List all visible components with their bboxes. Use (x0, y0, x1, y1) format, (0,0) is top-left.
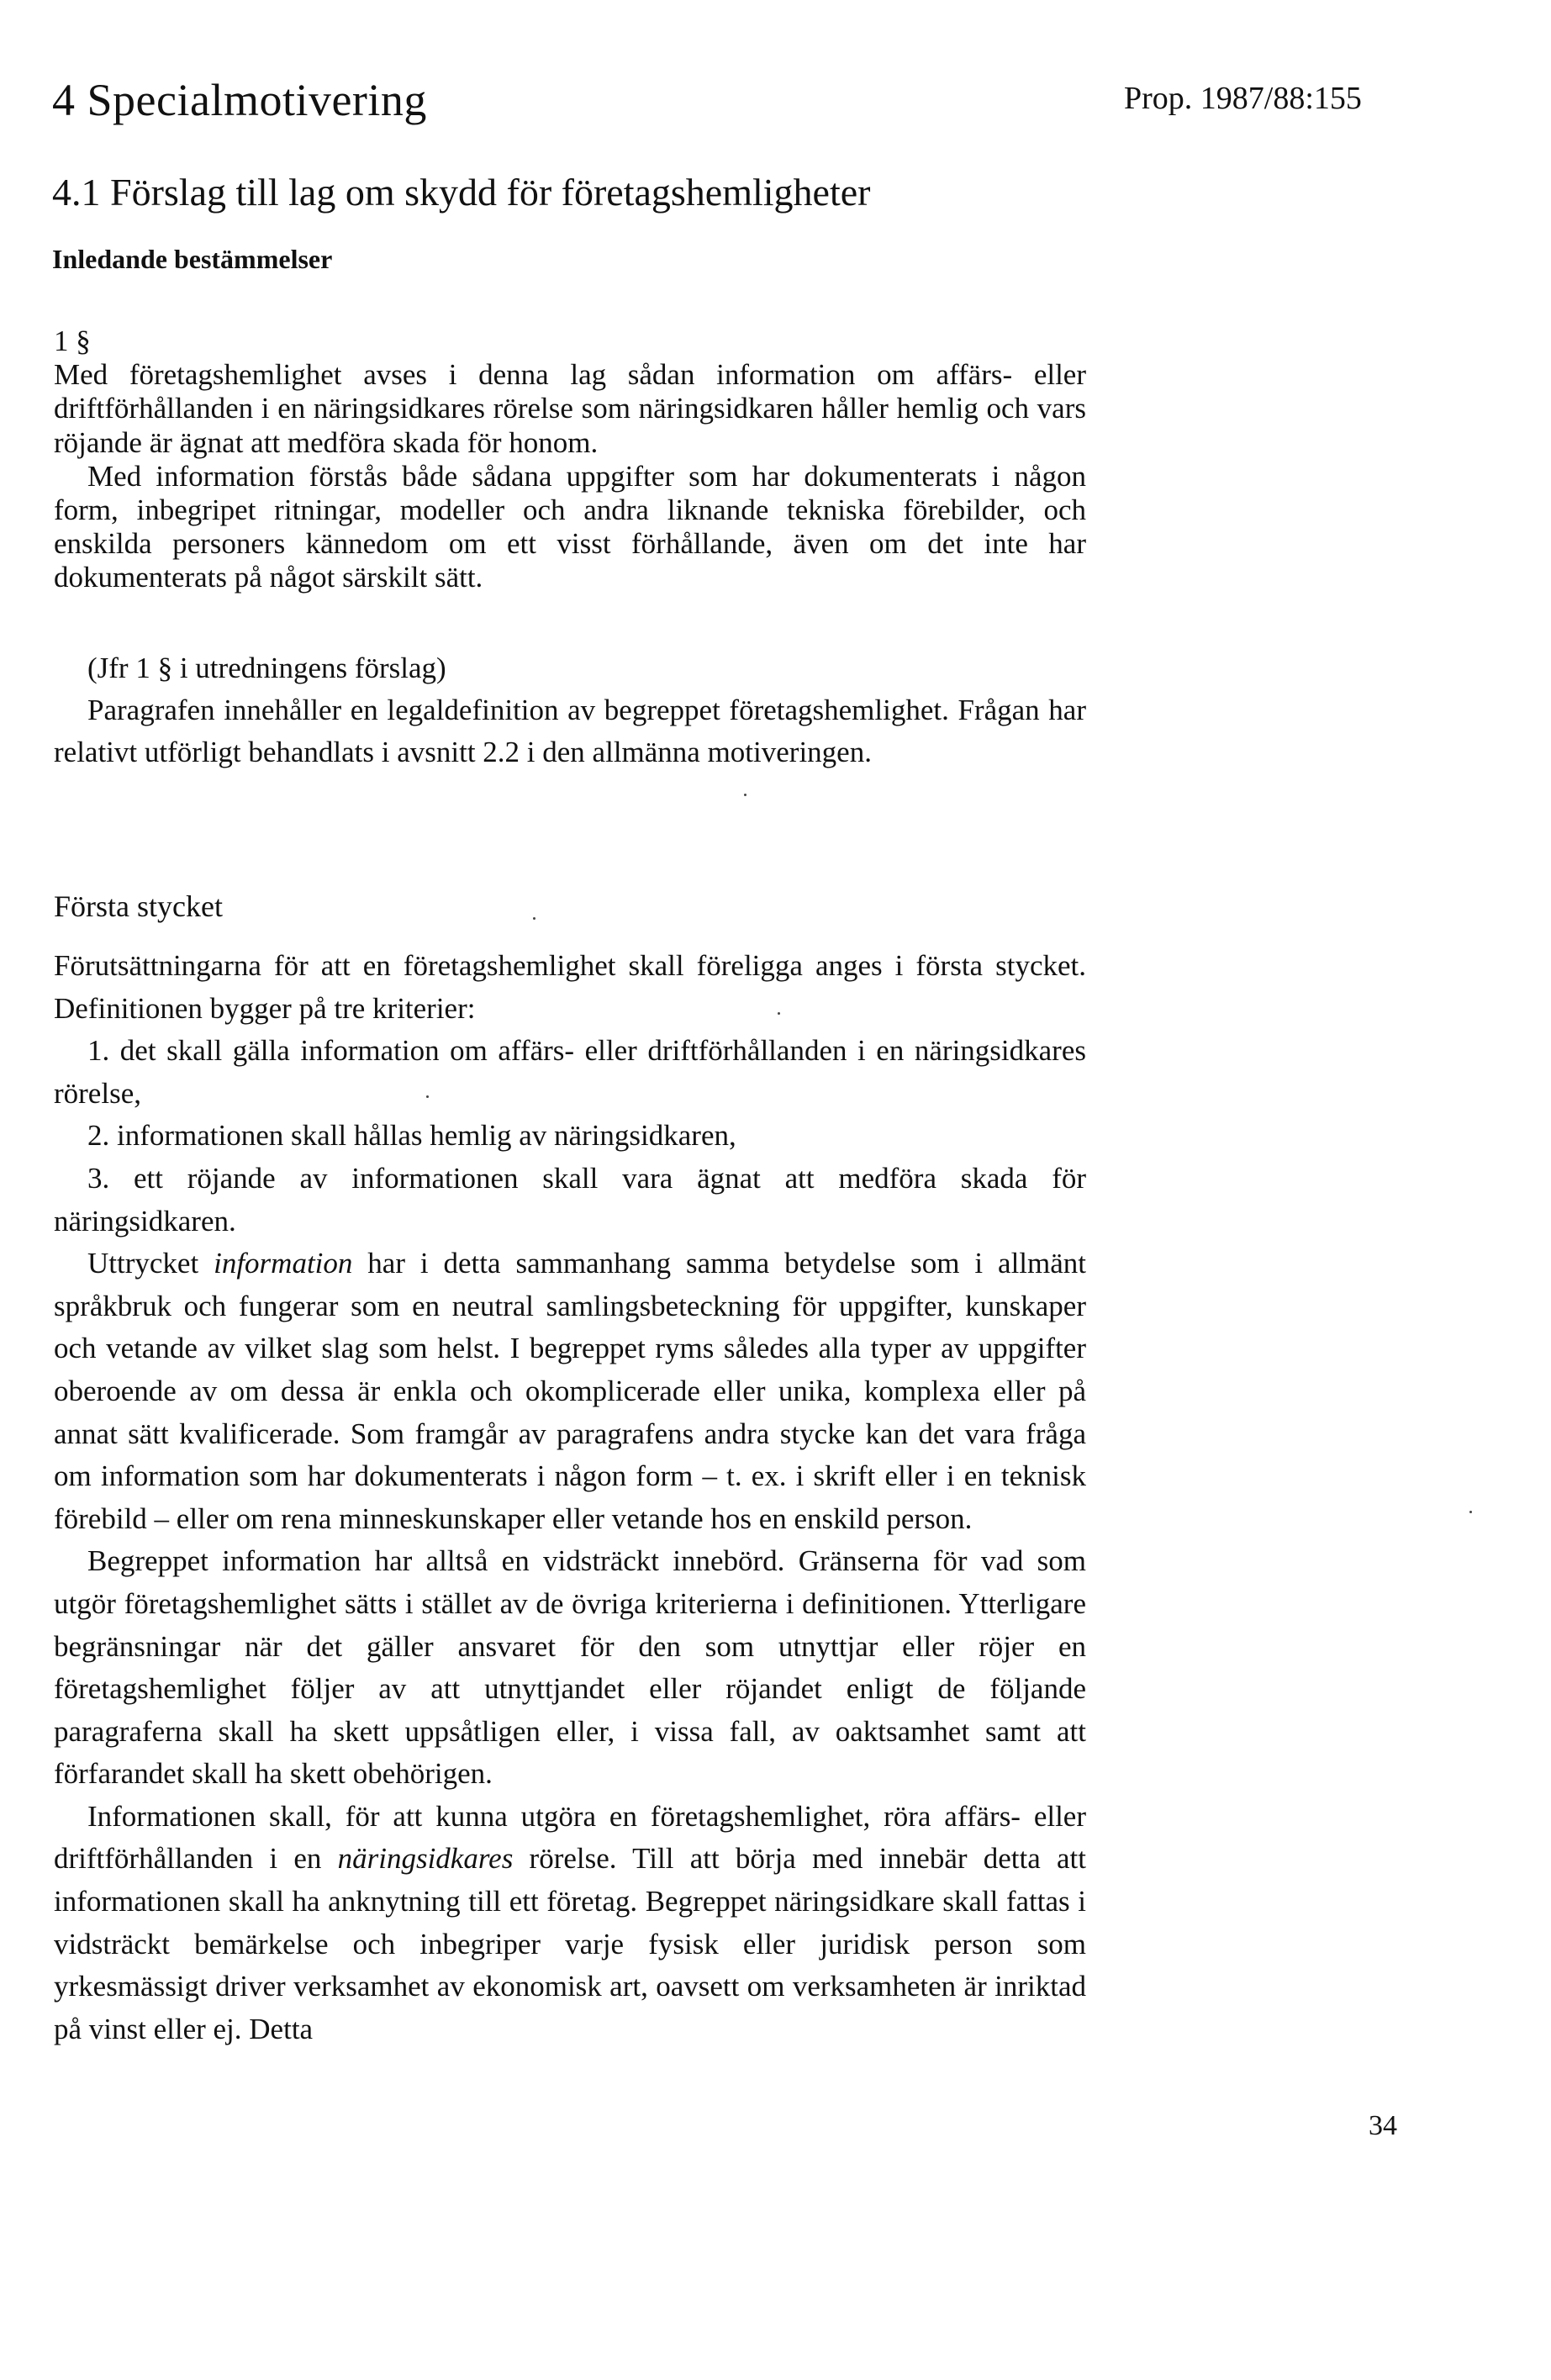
paragraph-label: 1 § (54, 325, 91, 357)
section-subheading: Inledande bestämmelser (52, 244, 333, 274)
scan-speck (533, 917, 535, 920)
page-number: 34 (1369, 2110, 1397, 2141)
scan-speck (744, 794, 746, 796)
proposition-reference: Prop. 1987/88:155 (1124, 81, 1362, 116)
law-paragraph: Med information förstås både sådana uppgifter som har dokumenterats i någon form, inbegripet ritningar, modeller och andra liknande tekniska förebilder, och enskilda personers kännedom om ett visst förhållande, även om det inte har dokumenterats på något särskilt sätt. (54, 459, 1086, 594)
scan-speck (1469, 1511, 1472, 1513)
law-paragraph: Med företagshemlighet avses i denna lag sådan information om affärs- eller driftförhållanden i en näringsidkares rörelse som näringsidkaren håller hemlig och vars röjande är ägnat att medföra skada för honom. (54, 358, 1086, 459)
commentary-paragraph: Paragrafen innehåller en legaldefinition av begreppet företagshemlighet. Frågan har relativt utförligt behandlats i avsnitt 2.2 i den allmänna motiveringen. (54, 694, 1086, 768)
business-rest: rörelse. Till att börja med innebär detta att informationen skall ha anknytning till ett företag. Begreppet näringsidkare skall fattas i vidsträckt bemärkelse och inbegriper varje fysisk eller juridisk person som yrkesmässigt driver verksamhet av ekonomisk art, oavsett om verksamheten är inriktad på vinst eller ej. Detta (54, 1842, 1086, 2045)
scope-paragraph: Begreppet information har alltså en vidsträckt innebörd. Gränserna för vad som utgör företagshemlighet sätts i stället av de övriga kriterierna i definitionen. Ytterligare begränsningar när det gäller ansvaret för den som utnyttjar eller röjer en företagshemlighet följer av att utnyttjandet eller röjandet enligt de följande paragraferna skall ha skett uppsåtligen eller, i vissa fall, av oaktsamhet samt att förfarandet skall ha skett obehörigen. (54, 1544, 1086, 1791)
first-paragraph-heading: Första stycket (54, 889, 223, 923)
intro-paragraph: Förutsättningarna för att en företagshemlighet skall föreligga anges i första stycket. Definitionen bygger på tre kriterier: (54, 949, 1086, 1025)
commentary-reference: (Jfr 1 § i utredningens förslag) (87, 652, 446, 684)
information-rest: har i detta sammanhang samma betydelse som i allmänt språkbruk och fungerar som en neutral samlingsbeteckning för uppgifter, kunskaper och vetande av vilket slag som helst. I begreppet ryms således alla typer av uppgifter oberoende av om dessa är enkla och okomplicerade eller unika, komplexa eller på annat sätt kvalificerade. Som framgår av paragrafens andra stycke kan det vara fråga om information som har dokumenterats i någon form – t. ex. i skrift eller i en teknisk förebild – eller om rena minneskunskaper eller vetande hos en enskild person. (54, 1247, 1086, 1535)
information-lead: Uttrycket (87, 1247, 214, 1280)
commentary-block (54, 647, 1086, 773)
business-emphasis: näringsidkares (337, 1842, 514, 1876)
scan-speck (778, 1012, 780, 1015)
section-title: 4.1 Förslag till lag om skydd för företagshemligheter (52, 171, 871, 214)
criterion-item: 2. informationen skall hållas hemlig av näringsidkaren, (87, 1119, 736, 1153)
information-emphasis: information (214, 1247, 353, 1280)
criterion-item: 3. ett röjande av informationen skall vara ägnat att medföra skada för näringsidkaren. (54, 1161, 1086, 1237)
scan-speck (426, 1095, 429, 1098)
chapter-title: 4 Specialmotivering (52, 75, 427, 125)
law-text-block (54, 325, 1086, 595)
criterion-item: 1. det skall gälla information om affärs- eller driftförhållanden i en näringsidkares rörelse, (54, 1034, 1086, 1110)
business-paragraph (54, 1796, 1086, 2051)
business-lead: Informationen skall, för att kunna utgöra en företagshemlighet, röra affärs- eller driftförhållanden i en (54, 1799, 1086, 1876)
first-paragraph-body (54, 945, 1086, 2050)
information-paragraph (54, 1243, 1086, 1540)
